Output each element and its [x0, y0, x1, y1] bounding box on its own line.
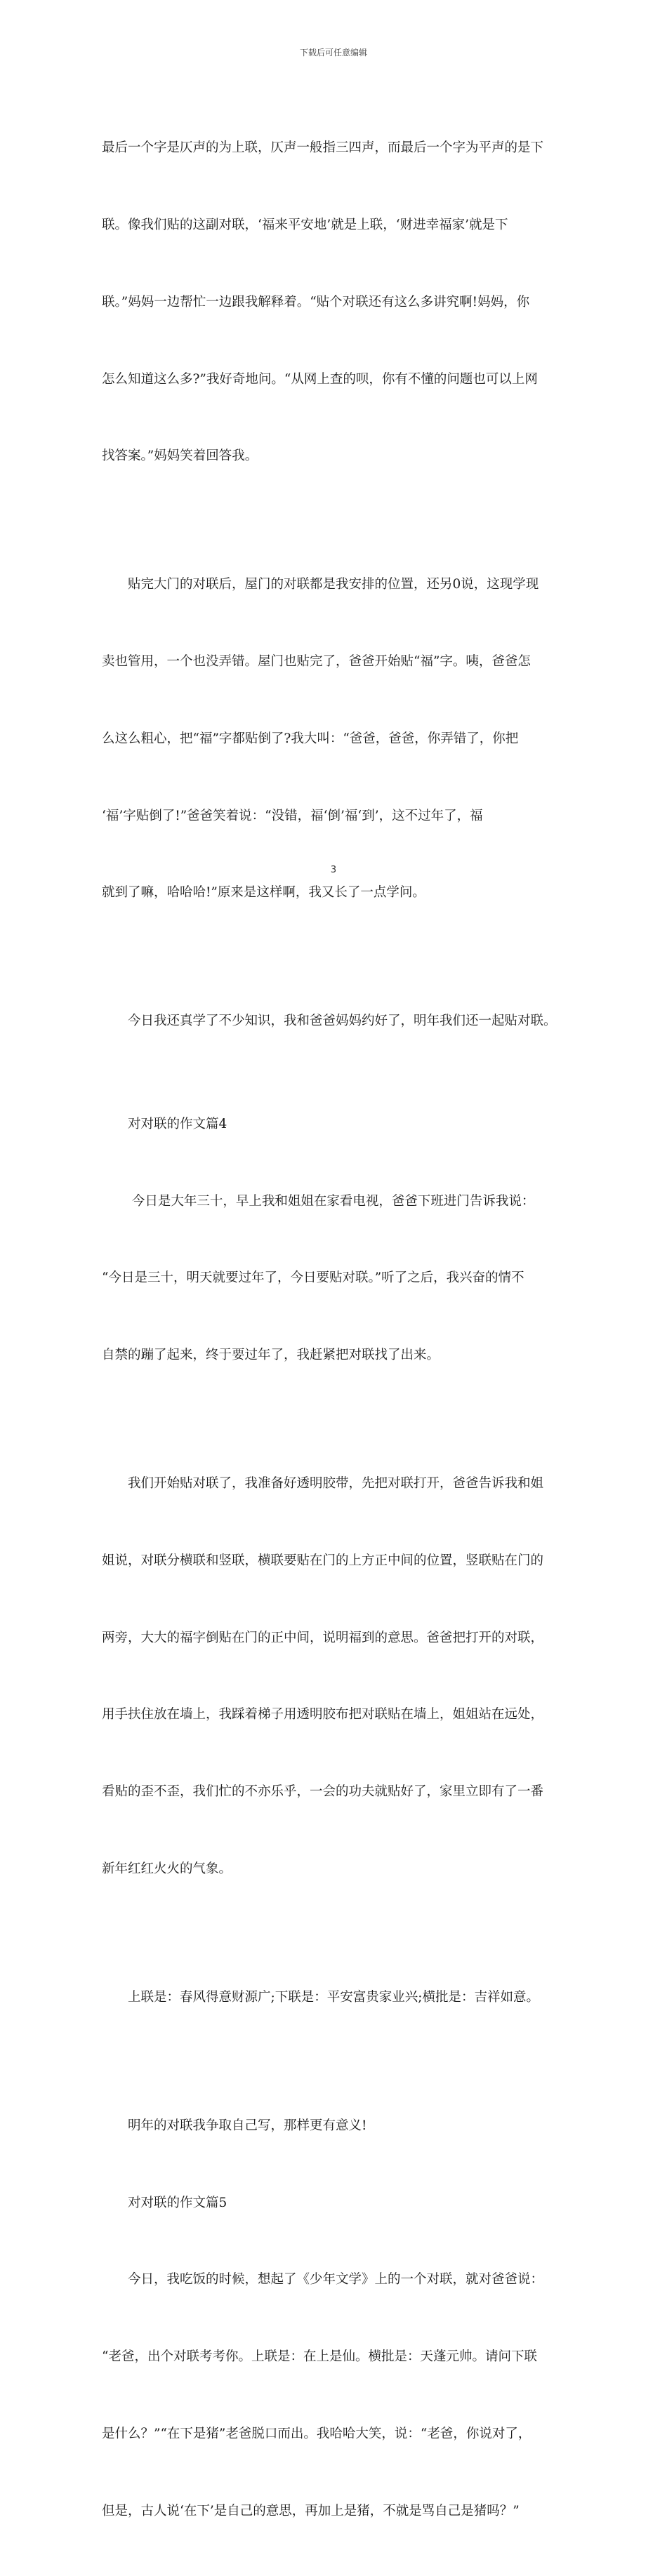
text-line: 两旁，大大的福字倒贴在门的正中间，说明福到的意思。爸爸把打开的对联， [102, 1630, 544, 1645]
text-line: 今日是大年三十，早上我和姐姐在家看电视，爸爸下班进门告诉我说： [128, 1193, 535, 1209]
text-line: 找答案。”妈妈笑着回答我。 [102, 449, 258, 464]
section-heading-4: 对对联的作文篇4 [128, 1116, 227, 1131]
text-line: 联。像我们贴的这副对联，‘福来平安地’就是上联，‘财进幸福家’就是下 [102, 217, 508, 232]
page-header: 下载后可任意编辑 [299, 48, 367, 58]
text-line: 是什么？”“在下是猪”老爸脱口而出。我哈哈大笑，说：“老爸，你说对了， [102, 2426, 531, 2442]
blank-line [102, 1086, 572, 1112]
text-line: 就到了嘛，哈哈哈!”原来是这样啊，我又长了一点学问。 [102, 885, 425, 901]
text-line: “今日是三十，明天就要过年了，今日要贴对联。”听了之后，我兴奋的情不 [102, 1270, 524, 1286]
text-line: 上联是：春风得意财源广;下联是：平安富贵家业兴;横批是：吉祥如意。 [128, 1989, 539, 2005]
text-line: “老爸，出个对联考考你。上联是：在上是仙。横批是：天蓬元帅。请问下联 [102, 2349, 537, 2365]
text-line: 么这么粗心，把“福”字都贴倒了?我大叫：“爸爸，爸爸，你弄错了，你把 [102, 731, 519, 746]
text-line: 明年的对联我争取自己写，那样更有意义! [128, 2118, 367, 2133]
text-line: 但是，古人说‘在下’是自己的意思，再加上是猪，不就是骂自己是猪吗？” [102, 2503, 520, 2518]
text-line: 联。”妈妈一边帮忙一边跟我解释着。“贴个对联还有这么多讲究啊!妈妈，你 [102, 294, 530, 310]
text-line: 我们开始贴对联了，我准备好透明胶带，先把对联打开，爸爸告诉我和姐 [128, 1476, 544, 1492]
paragraph-1 [102, 84, 572, 521]
text-line: 怎么知道这么多?”我好奇地问。“从网上查的呗，你有不懂的问题也可以上网 [102, 371, 538, 387]
text-line: 贴完大门的对联后，屋门的对联都是我安排的位置，还另0说，这现学现 [128, 577, 539, 592]
text-line: 最后一个字是仄声的为上联，仄声一般指三四声，而最后一个字为平声的是下 [102, 140, 544, 156]
text-line: ‘福’字贴倒了!”爸爸笑着说：“没错，福‘倒’福‘到’，这不过年了，福 [102, 808, 483, 823]
paragraph-2 [102, 521, 572, 957]
text-line: 卖也管用，一个也没弄错。屋门也贴完了，爸爸开始贴“福”字。咦，爸爸怎 [102, 654, 531, 670]
page-number: 3 [330, 865, 337, 875]
paragraph-6 [102, 1934, 572, 2062]
text-line: 用手扶住放在墙上，我踩着梯子用透明胶布把对联贴在墙上，姐姐站在远处， [102, 1707, 544, 1722]
document-body [102, 84, 572, 2576]
text-line: 今日，我吃饭的时候，想起了《少年文学》上的一个对联，就对爸爸说： [128, 2272, 544, 2288]
section-heading-5: 对对联的作文篇5 [128, 2195, 227, 2210]
paragraph-3 [102, 957, 572, 1086]
paragraph-7 [102, 2062, 572, 2191]
text-line: 新年红红火火的气象。 [102, 1861, 232, 1876]
text-line: 自禁的蹦了起来，终于要过年了，我赶紧把对联找了出来。 [102, 1348, 440, 1363]
paragraph-8 [102, 2216, 572, 2575]
text-line: 看贴的歪不歪，我们忙的不亦乐乎，一会的功夫就贴好了，家里立即有了一番 [102, 1784, 544, 1800]
text-line: 姐说，对联分横联和竖联，横联要贴在门的上方正中间的位置，竖联贴在门的 [102, 1553, 544, 1568]
paragraph-4 [102, 1137, 572, 1420]
text-line: 今日我还真学了不少知识，我和爸爸妈妈约好了，明年我们还一起贴对联。 [128, 1014, 557, 1029]
paragraph-5 [102, 1420, 572, 1934]
